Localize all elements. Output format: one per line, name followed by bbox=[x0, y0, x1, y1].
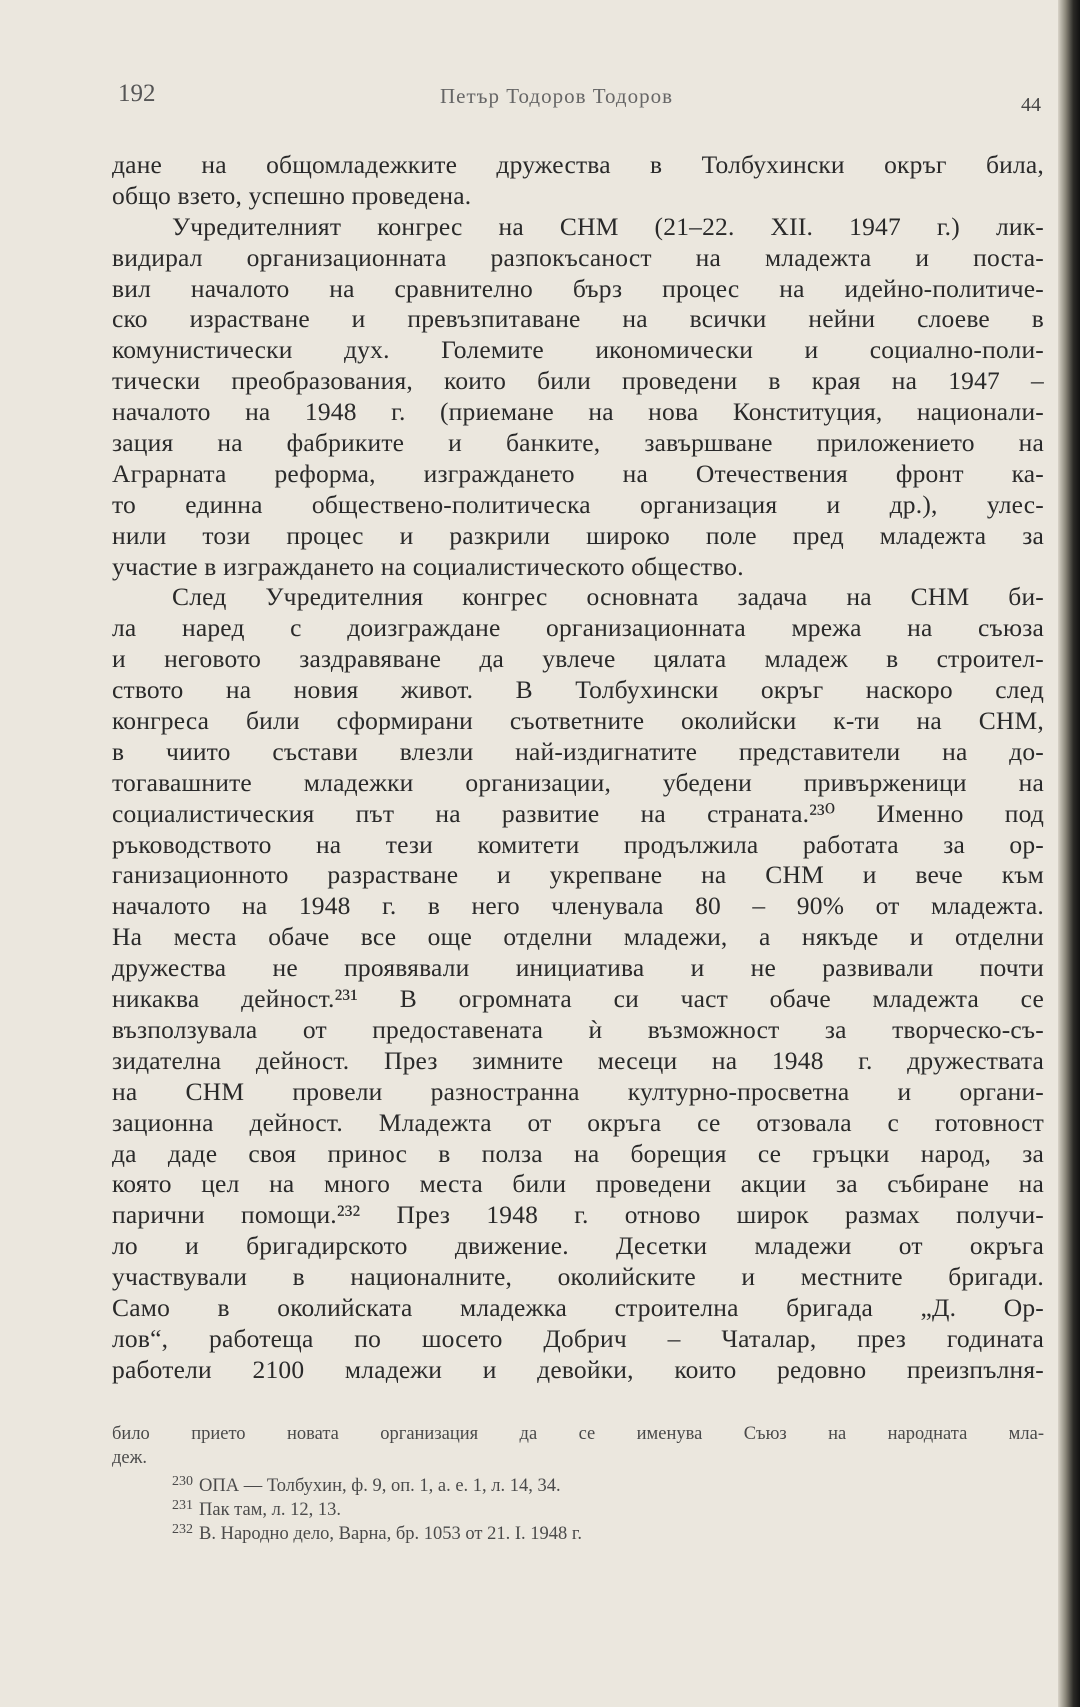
text-line: нили този процес и разкрили широко поле пред младежта за bbox=[112, 520, 1044, 550]
text-line: На места обаче все още отделни младежи, а някъде и отделни bbox=[112, 922, 1044, 952]
text-line: тогавашните младежки организации, убедени привърженици на bbox=[112, 767, 1044, 797]
text-line: на СНМ провели разностранна културно-просветна и органи- bbox=[112, 1076, 1044, 1106]
text-line: и неговото заздравяване да увлече цялата младеж в строител- bbox=[112, 644, 1044, 674]
text-line: възползувала от предоставената ѝ възможност за творческо-съ- bbox=[112, 1014, 1044, 1044]
footnotes bbox=[112, 1422, 1044, 1542]
text-line: дружества не проявявали инициатива и не развивали почти bbox=[112, 953, 1044, 983]
text-line: работели 2100 младежи и девойки, които редовно преизпълня- bbox=[112, 1354, 1044, 1384]
text-line: След Учредителния конгрес основната задача на СНМ би- bbox=[172, 582, 1044, 612]
footnote-230 bbox=[112, 1470, 1044, 1494]
text-line: ганизационното разрастване и укрепване на СНМ и вече към bbox=[112, 860, 1044, 890]
text-line: ла наред с доизграждане организационната мрежа на съюза bbox=[112, 613, 1044, 643]
text-line: която цел на много места били проведени акции за събиране на bbox=[112, 1169, 1044, 1199]
text-line: началото на 1948 г. (приемане на нова Конституция, национали- bbox=[112, 397, 1044, 427]
text-line: парични помощи.²³² През 1948 г. отново широк размах получи- bbox=[112, 1200, 1044, 1230]
footnote-number: 232 bbox=[172, 1522, 193, 1537]
text-line: дане на общомладежките дружества в Толбухински окръг била, bbox=[112, 150, 1044, 179]
text-line: ръководството на тези комитети продължила работата за ор- bbox=[112, 829, 1044, 859]
text-line: ството на новия живот. В Толбухински окръг наскоро след bbox=[112, 675, 1044, 705]
text-line: никаква дейност.²³¹ В огромната си част обаче младежта се bbox=[112, 984, 1044, 1014]
text-line: Само в околийската младежка строителна бригада „Д. Ор- bbox=[112, 1292, 1044, 1322]
text-line: началото на 1948 г. в него членувала 80 – 90% от младежта. bbox=[112, 891, 1044, 921]
text-line: в чиито състави влезли най-издигнатите представители на до- bbox=[112, 736, 1044, 766]
text-line: общо взето, успешно проведена. bbox=[112, 180, 472, 210]
text-line: видирал организационната разпокъсаност на младежта и поста- bbox=[112, 242, 1044, 272]
running-title: Петър Тодоров Тодоров bbox=[440, 84, 674, 108]
text-line: ло и бригадирското движение. Десетки младежи от окръга bbox=[112, 1231, 1044, 1261]
text-line: конгреса били сформирани съответните околийски к-ти на СНМ, bbox=[112, 706, 1044, 736]
text-line: комунистически дух. Големите икономически и социално-поли- bbox=[112, 335, 1044, 365]
text-line: тически преобразования, които били проведени в края на 1947 – bbox=[112, 366, 1044, 396]
footnote-231 bbox=[112, 1494, 1044, 1518]
text-line: то единна обществено-политическа организация и др.), улес- bbox=[112, 489, 1044, 519]
footnote-text: В. Народно дело, Варна, бр. 1053 от 21. I. 1948 г. bbox=[199, 1524, 582, 1544]
signature-mark: 44 bbox=[1021, 94, 1041, 116]
footnote-continuation: било прието новата организация да се именува Съюз на народната мла- bbox=[112, 1424, 1044, 1444]
text-line: участвували в националните, околийските и местните бригади. bbox=[112, 1262, 1044, 1292]
footnote-232 bbox=[112, 1518, 1044, 1542]
footnote-number: 231 bbox=[172, 1498, 193, 1513]
page-number: 192 bbox=[118, 80, 156, 107]
text-line: Учредителният конгрес на СНМ (21–22. XII. 1947 г.) лик- bbox=[172, 211, 1044, 241]
text-line: зация на фабриките и банките, завършване приложението на bbox=[112, 428, 1044, 458]
footnote-continuation-end: деж. bbox=[112, 1448, 148, 1468]
text-line: зидателна дейност. През зимните месеци на 1948 г. дружествата bbox=[112, 1045, 1044, 1075]
text-line: Аграрната реформа, изграждането на Отечествения фронт ка- bbox=[112, 458, 1044, 488]
text-line: социалистическия път на развитие на страната.²³⁰ Именно под bbox=[112, 798, 1044, 828]
footnote-text: ОПА — Толбухин, ф. 9, оп. 1, а. е. 1, л. 14, 34. bbox=[199, 1476, 561, 1496]
text-line: участие в изграждането на социалистическото общество. bbox=[112, 551, 744, 581]
book-binding-edge bbox=[1058, 0, 1080, 1707]
footnote-number: 230 bbox=[172, 1474, 193, 1489]
page-header bbox=[118, 78, 1048, 118]
text-line: вил началото на сравнително бърз процес на идейно-политиче- bbox=[112, 273, 1044, 303]
text-line: да даде своя принос в полза на борещия се гръцки народ, за bbox=[112, 1138, 1044, 1168]
footnote-text: Пак там, л. 12, 13. bbox=[199, 1500, 342, 1520]
body-text bbox=[112, 150, 1044, 1386]
text-line: зационна дейност. Младежта от окръга се отзовала с готовност bbox=[112, 1107, 1044, 1137]
text-line: лов“, работеща по шосето Добрич – Чаталар, през годината bbox=[112, 1323, 1044, 1353]
text-line: ско израстване и превъзпитаване на всички нейни слоеве в bbox=[112, 304, 1044, 334]
